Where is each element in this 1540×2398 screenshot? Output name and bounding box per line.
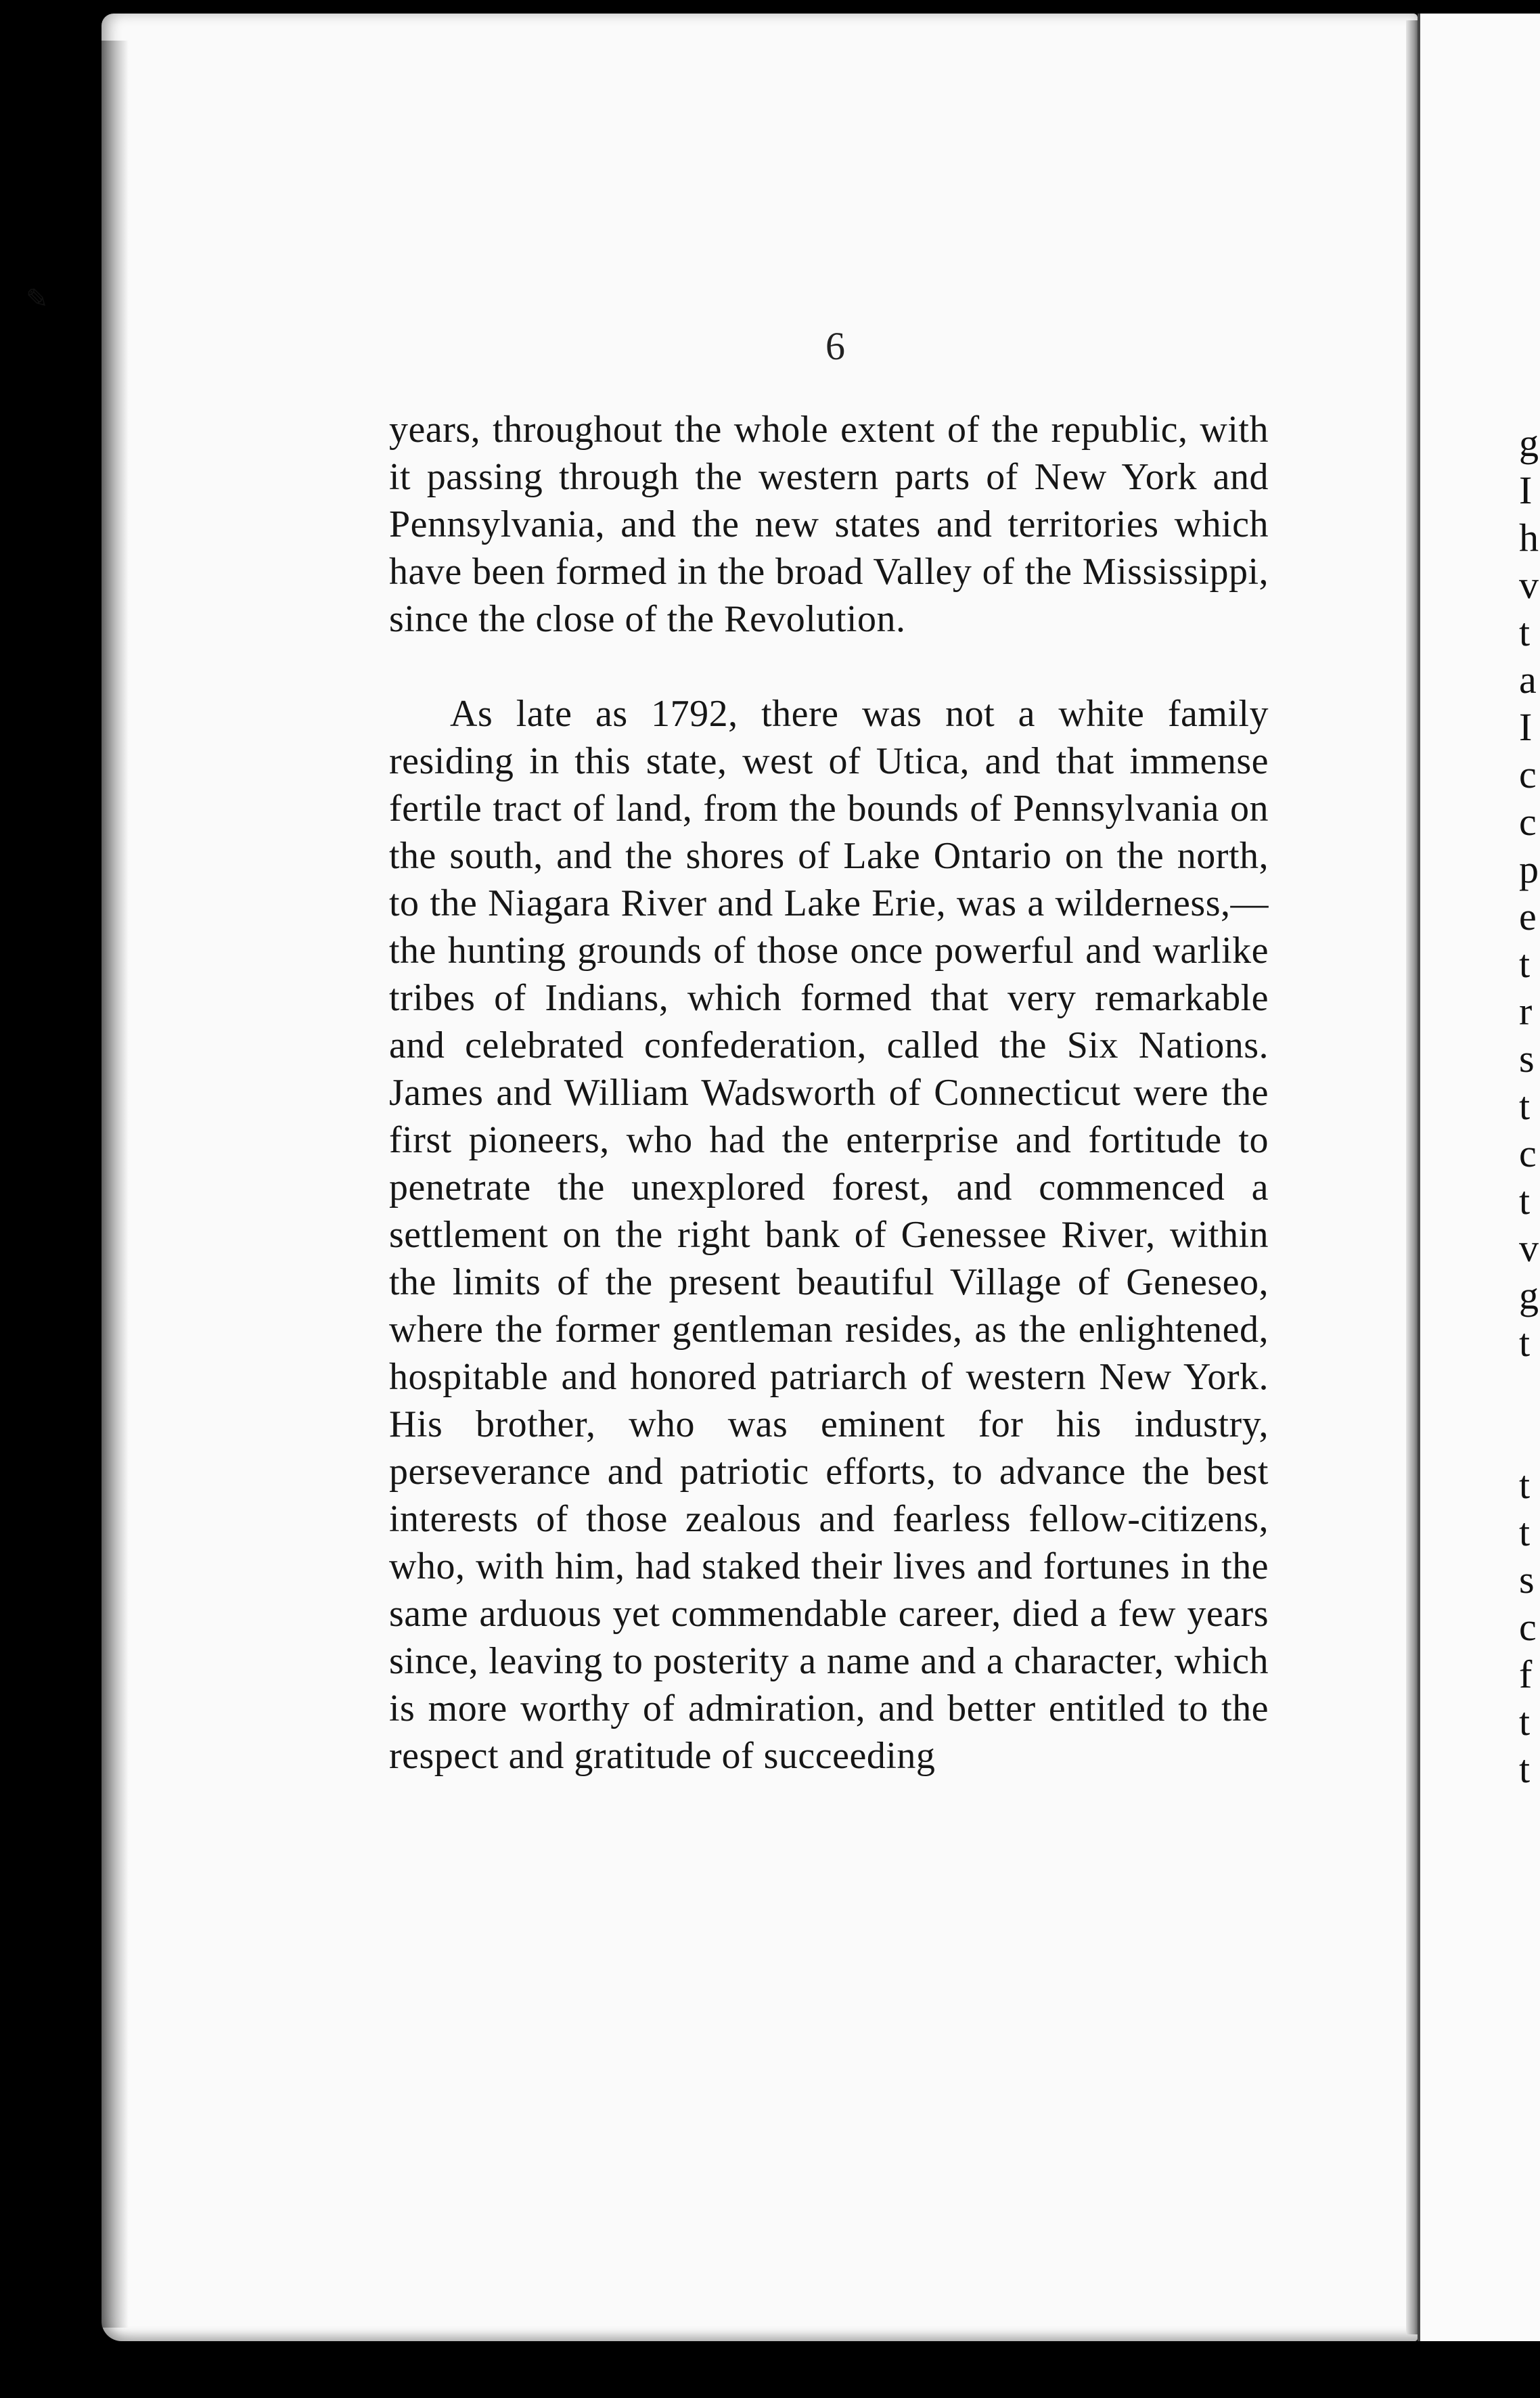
facing-page-text: g I h v t a I c c p e t r s t c t v g t t t s c f t t — [1519, 421, 1539, 1791]
page-number: 6 — [825, 324, 845, 368]
paragraph-1: years, throughout the whole extent of the republic, with it passing through the western parts of New York and Pennsylvania, and the new states and territories which have been formed in the broad Valley of the Mississippi, since the close of the Revolution. — [389, 409, 1269, 640]
body-text — [389, 406, 1269, 1780]
scan-mark: ✎ — [26, 284, 49, 314]
page-binding-edge — [101, 41, 129, 2328]
paragraph-2: As late as 1792, there was not a white family residing in this state, west of Utica, and that immense fertile tract of land, from the bounds of Pennsylvania on the south, and the shores of Lake Ontario on the north, to the Niagara River and Lake Erie, was a wilderness,—the hunting grounds of those once powerful and warlike tribes of Indians, which formed that very remarkable and celebrated confederation, called the Six Nations. James and William Wadsworth of Connecticut were the first pioneers, who had the enterprise and fortitude to penetrate the unexplored forest, and commenced a settlement on the right bank of Genessee River, within the limits of the present beautiful Village of Geneseo, where the former gentleman resides, as the enlightened, hospitable and honored patriarch of western New York. His brother, who was eminent for his industry, perseverance and patriotic efforts, to advance the best interests of those zealous and fearless fellow-citizens, who, with him, had staked their lives and fortunes in the same arduous yet commendable career, died a few years since, leaving to posterity a name and a character, which is more worthy of admiration, and better entitled to the respect and gratitude of succeeding — [389, 693, 1269, 1777]
